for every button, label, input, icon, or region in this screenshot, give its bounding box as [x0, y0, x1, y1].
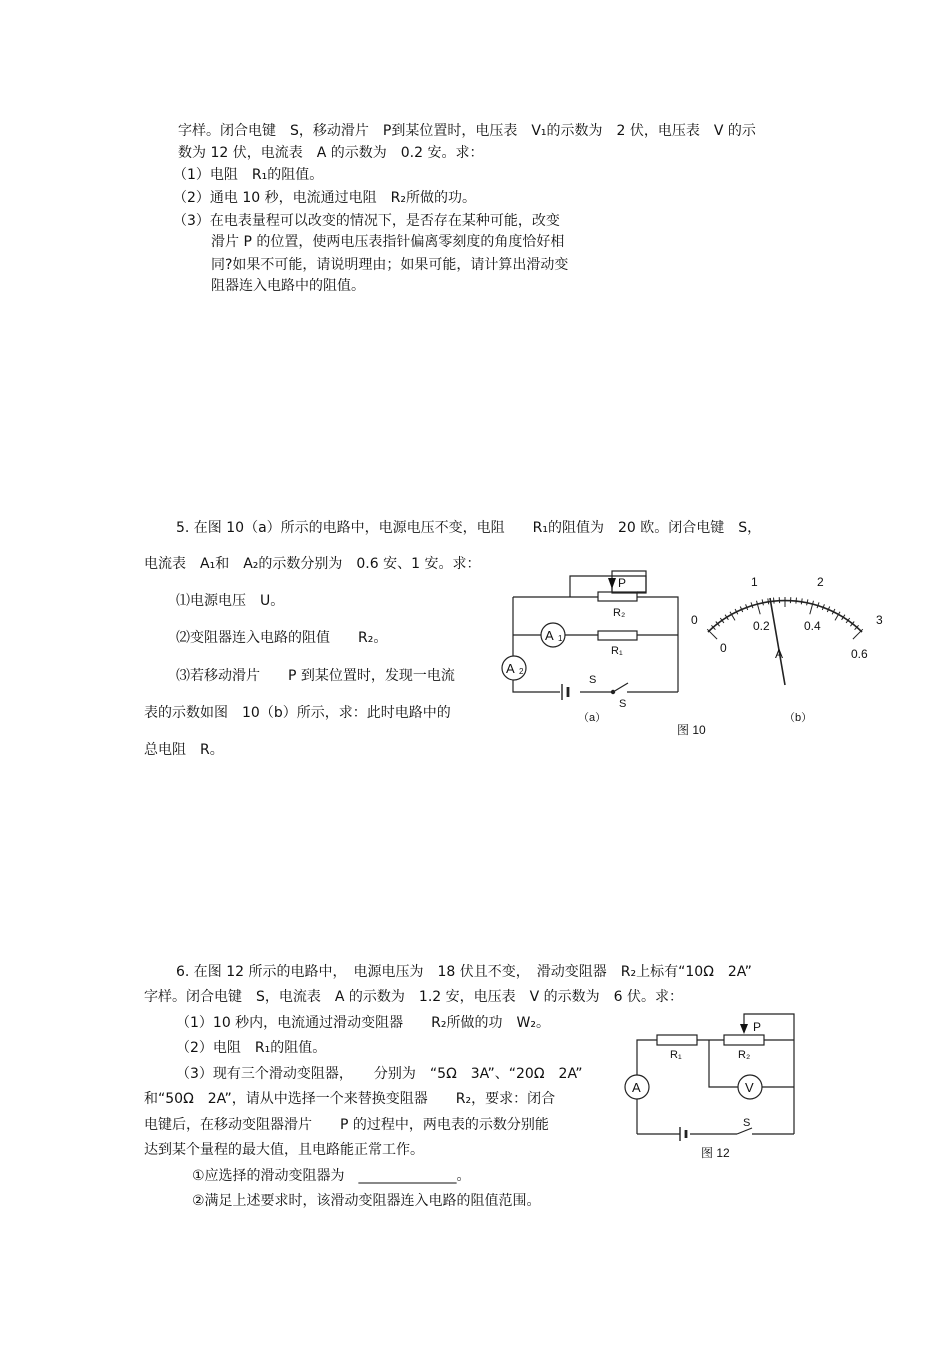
fig12-label-r1: R₁ — [670, 1049, 682, 1061]
meter-top-label-1: 1 — [751, 575, 758, 589]
q5-item3-line3: 总电阻 R。 — [144, 742, 224, 758]
q4-item3-line2: 滑片 P 的位置，使两电压表指针偏离零刻度的角度恰好相 — [211, 234, 565, 250]
fig10-label-s1: S — [589, 674, 597, 686]
meter-bottom-label-06: 0.6 — [851, 647, 868, 661]
meter-top-label-2: 2 — [817, 575, 824, 589]
fig10-label-p: P — [618, 576, 627, 590]
fig12-label-v: V — [745, 1080, 754, 1095]
fig12-label-r2: R₂ — [738, 1049, 751, 1061]
q4-item1: （1）电阻 R₁的阻值。 — [173, 167, 324, 183]
q6-item3-line2: 和“50Ω 2A”，请从中选择一个来替换变阻器 R₂，要求：闭合 — [144, 1091, 556, 1107]
q4-item3-line1: （3）在电表量程可以改变的情况下，是否存在某种可能，改变 — [173, 213, 560, 229]
fig12-label-s: S — [743, 1117, 751, 1129]
meter-top-label-0: 0 — [691, 613, 698, 627]
q5-item2: ⑵变阻器连入电路的阻值 R₂。 — [176, 630, 388, 646]
q6-item3-line1: （3）现有三个滑动变阻器， 分别为 “5Ω 3A”、“20Ω 2A” — [176, 1066, 583, 1082]
fig12-slider-arrow — [740, 1024, 748, 1034]
q5-line2: 电流表 A₁和 A₂的示数分别为 0.6 安、1 安。求： — [144, 556, 481, 572]
q4-item2: （2）通电 10 秒，电流通过电阻 R₂所做的功。 — [173, 190, 476, 206]
fig10-label-a2: A — [506, 661, 515, 676]
q6-item3-line4: 达到某个量程的最大值，且电路能正常工作。 — [144, 1142, 424, 1158]
q6-sub1: ①应选择的滑动变阻器为 ______________。 — [192, 1168, 471, 1184]
fig12-label-a: A — [632, 1080, 641, 1095]
q5-item1: ⑴电源电压 U。 — [176, 593, 285, 609]
fig10-label-a1-sub: 1 — [558, 634, 563, 643]
q6-item2: （2）电阻 R₁的阻值。 — [176, 1040, 327, 1056]
fig12-label-p: P — [753, 1020, 762, 1034]
q6-line1: 6. 在图 12 所示的电路中， 电源电压为 18 伏且不变， 滑动变阻器 R₂上标有“10Ω 2A” — [176, 964, 752, 980]
q6-item3-line3: 电键后，在移动变阻器滑片 P 的过程中，两电表的示数分别能 — [144, 1117, 549, 1133]
fig10-label-s2: S — [619, 698, 627, 710]
fig12-caption: 图 12 — [701, 1146, 730, 1160]
fig10-label-a: （a） — [578, 712, 607, 724]
fig10-label-a1: A — [545, 628, 554, 643]
q6-line2: 字样。闭合电键 S，电流表 A 的示数为 1.2 安，电压表 V 的示数为 6 伏。求： — [144, 989, 684, 1005]
fig10-label-r1: R₁ — [611, 645, 623, 657]
q5-line1: 5. 在图 10（a）所示的电路中，电源电压不变，电阻 R₁的阻值为 20 欧。闭合电键 S， — [176, 520, 762, 536]
meter-bottom-label-02: 0.2 — [753, 619, 770, 633]
fig10-caption: 图 10 — [677, 723, 706, 737]
q6-item1: （1）10 秒内，电流通过滑动变阻器 R₂所做的功 W₂。 — [176, 1015, 550, 1031]
meter-bottom-label-0: 0 — [720, 641, 727, 655]
fig10-label-b: （b） — [784, 712, 813, 724]
q5-item3-line2: 表的示数如图 10（b）所示，求：此时电路中的 — [144, 705, 451, 721]
q6-sub2: ②满足上述要求时，该滑动变阻器连入电路的阻值范围。 — [192, 1193, 541, 1209]
q5-item3-line1: ⑶若移动滑片 P 到某位置时，发现一电流 — [176, 668, 455, 684]
q4-item3-line4: 阻器连入电路中的阻值。 — [211, 278, 365, 294]
q4-line1: 字样。闭合电键 S，移动滑片 P到某位置时，电压表 V₁的示数为 2 伏，电压表 V 的示 — [178, 123, 756, 139]
meter-bottom-label-04: 0.4 — [804, 619, 821, 633]
fig10-label-a2-sub: 2 — [519, 667, 524, 676]
q4-item3-line3: 同?如果不可能，请说明理由；如果可能，请计算出滑动变 — [211, 257, 569, 273]
meter-unit-label: A — [775, 647, 784, 661]
fig10-label-r2: R₂ — [613, 607, 626, 619]
q4-line2: 数为 12 伏，电流表 A 的示数为 0.2 安。求： — [178, 145, 484, 161]
meter-top-label-3: 3 — [876, 613, 883, 627]
